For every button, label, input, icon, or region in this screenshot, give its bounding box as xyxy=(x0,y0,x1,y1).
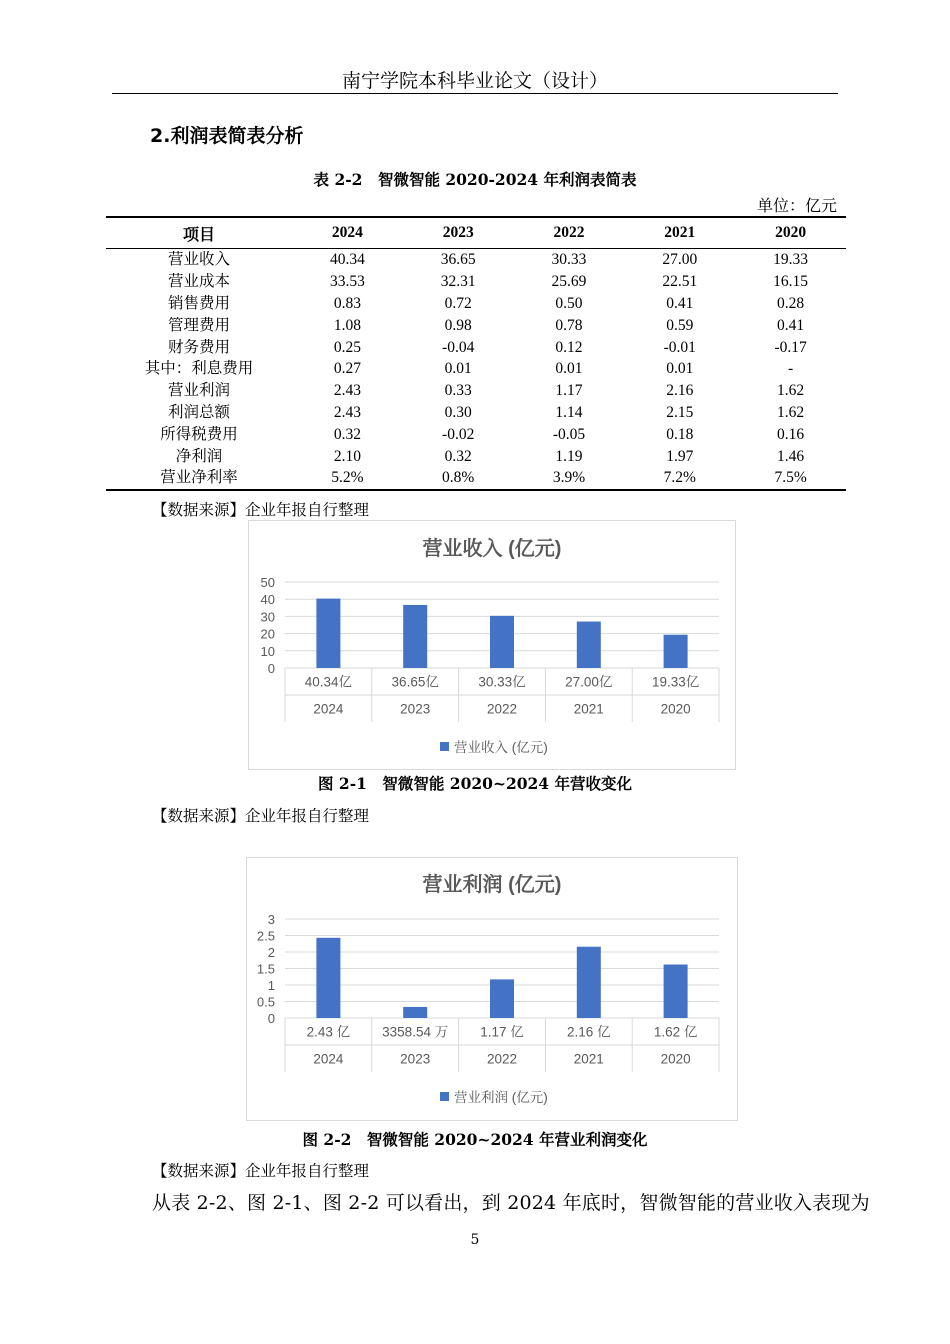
table-row-label: 销售费用 xyxy=(167,294,230,312)
table-cell: 1.14 xyxy=(555,403,583,421)
table-cell: 2.43 xyxy=(333,382,361,400)
data-label: 1.17 亿 xyxy=(480,1024,524,1040)
revenue-chart-svg xyxy=(249,521,735,769)
data-label: 2.16 亿 xyxy=(567,1024,611,1040)
table-unit: 单位：亿元 xyxy=(756,196,837,215)
table-cell: 16.15 xyxy=(773,273,809,291)
table-cell: 33.53 xyxy=(329,273,365,291)
chart-title: 营业收入 (亿元) xyxy=(422,538,562,560)
table-cell: 0.01 xyxy=(444,360,472,378)
table-cell: 1.17 xyxy=(555,382,583,400)
table-cell: 30.33 xyxy=(551,251,587,269)
data-label: 30.33亿 xyxy=(478,674,526,690)
table-row xyxy=(106,358,846,380)
bar-2022 xyxy=(490,979,514,1018)
table-row xyxy=(106,271,846,293)
data-label: 19.33亿 xyxy=(651,674,700,690)
operating-profit-chart xyxy=(246,857,738,1121)
data-label: 36.65亿 xyxy=(391,674,439,690)
table-header-year: 2023 xyxy=(403,217,514,249)
table-cell: 0.78 xyxy=(555,316,583,334)
table-row-label: 财务费用 xyxy=(167,338,230,356)
body-paragraph: 从表 2-2、图 2-1、图 2-2 可以看出，到 2024 年底时，智微智能的营业收入表现为 xyxy=(152,1192,870,1214)
table-cell: 1.19 xyxy=(555,447,583,465)
data-label: 1.62 亿 xyxy=(653,1024,698,1040)
table-cell: 0.01 xyxy=(555,360,583,378)
category-label: 2024 xyxy=(313,1051,344,1067)
table-cell: 0.30 xyxy=(444,403,472,421)
table-cell: 3.9% xyxy=(514,467,625,490)
table-row xyxy=(106,380,846,402)
y-tick-label: 2.5 xyxy=(256,928,275,944)
y-tick-label: 2 xyxy=(267,945,275,960)
table-row-label: 净利润 xyxy=(175,447,223,465)
table-row-label: 其中：利息费用 xyxy=(144,360,254,378)
table-body xyxy=(106,249,846,490)
legend-swatch xyxy=(440,1092,449,1101)
table-row-label: 利润总额 xyxy=(167,403,230,421)
table-cell: 0.01 xyxy=(666,360,694,378)
table-source-note: 【数据来源】企业年报自行整理 xyxy=(152,501,370,519)
category-label: 2023 xyxy=(400,701,431,717)
figure2-source-note: 【数据来源】企业年报自行整理 xyxy=(152,1162,370,1180)
table-cell: 0.12 xyxy=(555,338,583,356)
bar-2022 xyxy=(490,616,514,668)
table-cell: 0.50 xyxy=(555,294,583,312)
table-cell: 22.51 xyxy=(662,273,698,291)
table-cell: 1.62 xyxy=(777,403,805,421)
category-label: 2022 xyxy=(486,701,518,717)
table-cell: 2.43 xyxy=(333,403,361,421)
data-label: 3358.54 万 xyxy=(382,1024,449,1040)
category-label: 2021 xyxy=(573,1051,604,1067)
table-cell: 0.72 xyxy=(444,294,472,312)
table-cell: 40.34 xyxy=(329,251,365,269)
table-header-year: 2024 xyxy=(292,217,403,249)
table-cell: 27.00 xyxy=(662,251,698,269)
table-cell: 7.5% xyxy=(735,467,846,490)
table-cell: 2.16 xyxy=(666,382,694,400)
table-cell: 5.2% xyxy=(292,467,403,490)
bar-2023 xyxy=(403,1007,427,1018)
bar-2021 xyxy=(577,947,601,1018)
bar-2021 xyxy=(577,622,601,668)
figure1-source-note: 【数据来源】企业年报自行整理 xyxy=(152,807,370,825)
data-label: 27.00亿 xyxy=(565,674,613,690)
table-cell: 1.08 xyxy=(333,316,361,334)
table-row xyxy=(106,402,846,424)
y-tick-label: 40 xyxy=(260,592,275,608)
table-cell: -0.17 xyxy=(774,338,807,356)
table-row xyxy=(106,467,846,490)
table-cell: -0.05 xyxy=(552,425,586,443)
table-cell: 0.83 xyxy=(333,294,361,312)
table-row xyxy=(106,445,846,467)
table-cell: 0.59 xyxy=(666,316,694,334)
table-row-label: 营业收入 xyxy=(167,251,230,269)
table-cell: 7.2% xyxy=(624,467,735,490)
table-cell: 1.62 xyxy=(777,382,805,400)
table-row xyxy=(106,249,846,271)
category-label: 2021 xyxy=(573,701,604,717)
table-row-label: 所得税费用 xyxy=(160,425,238,443)
category-label: 2020 xyxy=(660,701,691,717)
table-cell: - xyxy=(788,360,794,378)
table-row-label: 营业利润 xyxy=(167,382,230,400)
table-row xyxy=(106,314,846,336)
bar-2024 xyxy=(316,938,340,1018)
y-tick-label: 50 xyxy=(260,575,275,590)
category-label: 2024 xyxy=(313,701,344,717)
table-cell: 0.28 xyxy=(777,294,805,312)
table-cell: 0.98 xyxy=(444,316,472,334)
page-header-title: 南宁学院本科毕业论文（设计） xyxy=(341,70,608,92)
chart-title: 营业利润 (亿元) xyxy=(422,874,562,896)
table-row-label: 营业净利率 xyxy=(106,467,292,490)
table-cell: 2.15 xyxy=(666,403,694,421)
table-header-year: 2022 xyxy=(514,217,625,249)
table-cell: 0.25 xyxy=(333,338,361,356)
table-cell: 2.10 xyxy=(333,447,361,465)
table-cell: 1.97 xyxy=(666,447,694,465)
y-tick-label: 20 xyxy=(260,626,275,642)
table-cell: 19.33 xyxy=(773,251,809,269)
category-label: 2020 xyxy=(660,1051,691,1067)
y-tick-label: 0 xyxy=(267,1011,275,1026)
category-label: 2023 xyxy=(400,1051,431,1067)
table-cell: 0.33 xyxy=(444,382,472,400)
revenue-chart xyxy=(248,520,736,770)
table-cell: 25.69 xyxy=(551,273,587,291)
legend-swatch xyxy=(440,742,449,751)
operating-profit-chart-svg xyxy=(247,858,737,1120)
table-header-row xyxy=(106,217,846,249)
table-row xyxy=(106,293,846,315)
y-tick-label: 3 xyxy=(267,912,275,927)
figure2-caption: 图 2-2 智微智能 2020~2024 年营业利润变化 xyxy=(302,1130,648,1149)
bar-2020 xyxy=(664,635,688,668)
table-header-year: 2021 xyxy=(624,217,735,249)
table-cell: -0.01 xyxy=(663,338,696,356)
figure1-caption: 图 2-1 智微智能 2020~2024 年营收变化 xyxy=(318,774,632,793)
data-label: 40.34亿 xyxy=(304,674,353,690)
table-cell: 0.18 xyxy=(666,425,694,443)
table-cell: 0.41 xyxy=(666,294,694,312)
category-label: 2022 xyxy=(486,1051,518,1067)
y-tick-label: 0 xyxy=(267,661,275,676)
table-cell: -0.04 xyxy=(442,338,475,356)
table-caption: 表 2-2 智微智能 2020-2024 年利润表简表 xyxy=(313,170,637,189)
header-divider xyxy=(112,93,838,94)
table-row xyxy=(106,336,846,358)
table-row xyxy=(106,423,846,445)
table-row-label: 管理费用 xyxy=(167,316,230,334)
table-cell: 0.32 xyxy=(333,425,361,443)
table-row-label: 营业成本 xyxy=(167,273,230,291)
income-statement-table xyxy=(106,216,846,491)
y-tick-label: 1 xyxy=(267,978,275,993)
bar-2024 xyxy=(316,599,340,668)
table-cell: 1.46 xyxy=(777,447,805,465)
table-cell: 36.65 xyxy=(440,251,476,269)
y-tick-label: 10 xyxy=(260,643,275,659)
legend-label: 营业收入 (亿元) xyxy=(454,740,548,755)
page-number: 5 xyxy=(470,1232,480,1248)
table-cell: -0.02 xyxy=(442,425,475,443)
table-cell: 0.32 xyxy=(444,447,472,465)
bar-2023 xyxy=(403,605,427,668)
table-cell: 0.27 xyxy=(333,360,361,378)
table-cell: 0.16 xyxy=(777,425,805,443)
y-tick-label: 30 xyxy=(260,609,275,625)
table-header-year: 2020 xyxy=(735,217,846,249)
table-cell: 0.8% xyxy=(403,467,514,490)
bar-2020 xyxy=(664,965,688,1018)
table-header-item: 项目 xyxy=(106,217,292,249)
legend-label: 营业利润 (亿元) xyxy=(454,1090,548,1105)
table-cell: 0.41 xyxy=(777,316,805,334)
data-label: 2.43 亿 xyxy=(306,1024,351,1040)
section-heading: 2.利润表简表分析 xyxy=(150,125,304,147)
y-tick-label: 0.5 xyxy=(256,994,275,1010)
y-tick-label: 1.5 xyxy=(256,961,275,977)
table-cell: 32.31 xyxy=(440,273,476,291)
